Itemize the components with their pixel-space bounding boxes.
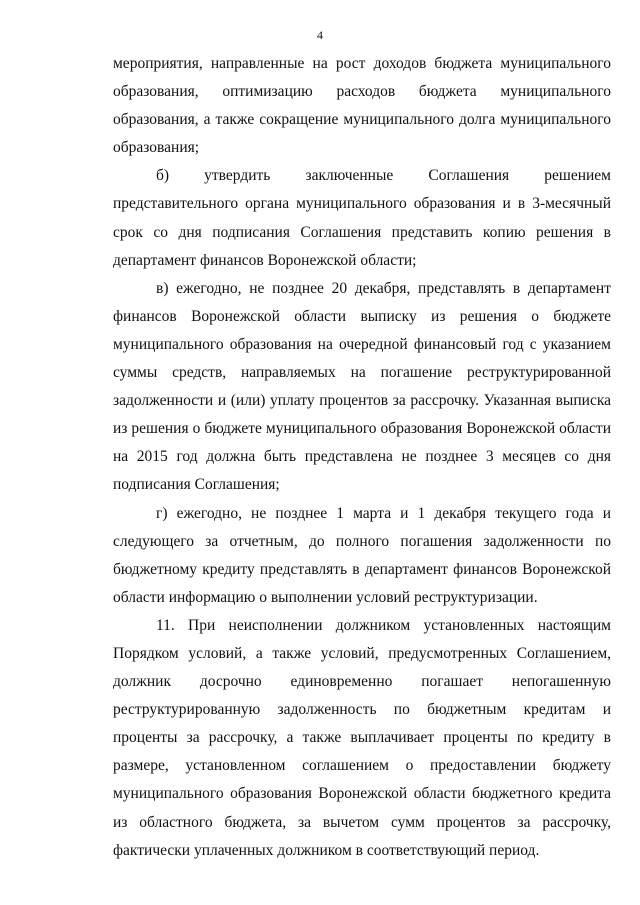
paragraph-item-b: б) утвердить заключенные Соглашения решением представительного органа муниципального образования и в 3-месячный срок со дня подписания Соглашения представить копию решения в департамент финансов Воронежской области; — [113, 167, 611, 269]
paragraph-item-g: г) ежегодно, не позднее 1 марта и 1 декабря текущего года и следующего за отчетным, до полного погашения задолженности по бюджетному кредиту представлять в департамент финансов Воронежской области информацию о выполнении условий реструктуризации. — [113, 504, 611, 606]
paragraph-clause-11: 11. При неисполнении должником установленных настоящим Порядком условий, а также условий, предусмотренных Соглашением, должник досрочно единовременно погашает непогашенную реструктурированную задолженность по бюджетным кредитам и проценты за рассрочку, а также выплачивает проценты по кредиту в размере, установленном соглашением о предоставлении бюджету муниципального образования Воронежской области бюджетного кредита из областного бюджета, за вычетом сумм процентов за рассрочку, фактически уплаченных должником в соответствующий период. — [113, 616, 611, 859]
page-number: 4 — [317, 28, 323, 42]
paragraph-continuation: мероприятия, направленные на рост доходов бюджета муниципального образования, оптимизацию расходов бюджета муниципального образования, а также сокращение муниципального долга муниципального образования; — [113, 55, 611, 157]
document-body — [113, 50, 611, 865]
paragraph-item-v: в) ежегодно, не позднее 20 декабря, представлять в департамент финансов Воронежской области выписку из решения о бюджете муниципального образования на очередной финансовый год с указанием суммы средств, направляемых на погашение реструктурированной задолженности и (или) уплату процентов за рассрочку. Указанная выписка из решения о бюджете муниципального образования Воронежской области на 2015 год должна быть представлена не позднее 3 месяцев со дня подписания Соглашения; — [113, 279, 611, 494]
